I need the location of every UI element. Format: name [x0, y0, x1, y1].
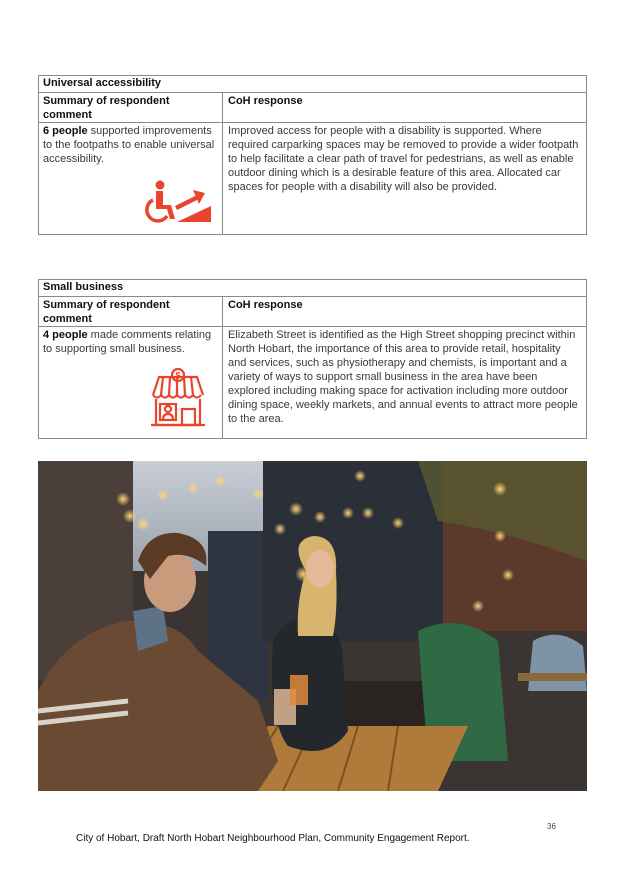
respondent-count: 6 people — [43, 125, 88, 137]
col-response-header: CoH response — [228, 299, 303, 311]
response-cell: Elizabeth Street is identified as the High Street shopping precinct within North Hobart, the importance of this area to provide retail, hospitality and services, such as physiotherapy and chemists, is important and a variety of ways to support small business in the area have been explored including making space for activation including more outdoor dining space, weekly markets, and annual events to attract more people to the area. — [228, 329, 578, 425]
photo-illustration — [38, 461, 587, 791]
svg-text:$: $ — [175, 370, 181, 381]
respondent-count: 4 people — [43, 329, 88, 341]
page-number: 36 — [547, 822, 556, 831]
outdoor-dining-photo — [38, 461, 587, 791]
table-header-row — [39, 93, 586, 123]
table-title: Small business — [39, 280, 586, 297]
wheelchair-ramp-icon — [143, 180, 215, 224]
table-header-row — [39, 297, 586, 327]
response-cell: Improved access for people with a disability is supported. Where required carparking spaces may be removed to provide a wider footpath to help facilitate a clear path of travel for pedestrians, as well as enable outdoor dining which is a desirable feature of this area. Allocated car spaces for people with a disability will also be provided. — [228, 125, 579, 193]
summary-text: made comments relating to supporting small business. — [43, 329, 212, 355]
table-row — [39, 327, 586, 438]
universal-accessibility-table — [38, 75, 587, 235]
table-row — [39, 123, 586, 234]
col-summary-header: Summary of respondent comment — [39, 297, 223, 326]
document-footer: City of Hobart, Draft North Hobart Neighbourhood Plan, Community Engagement Report. — [76, 833, 470, 844]
table-title: Universal accessibility — [39, 76, 586, 93]
summary-cell — [39, 123, 223, 234]
summary-text: supported improvements to the footpaths to enable universal accessibility. — [43, 125, 215, 165]
col-response-header: CoH response — [228, 95, 303, 107]
small-business-table — [38, 279, 587, 439]
shopfront-icon — [147, 367, 209, 429]
summary-cell — [39, 327, 223, 438]
col-summary-header: Summary of respondent comment — [39, 93, 223, 122]
